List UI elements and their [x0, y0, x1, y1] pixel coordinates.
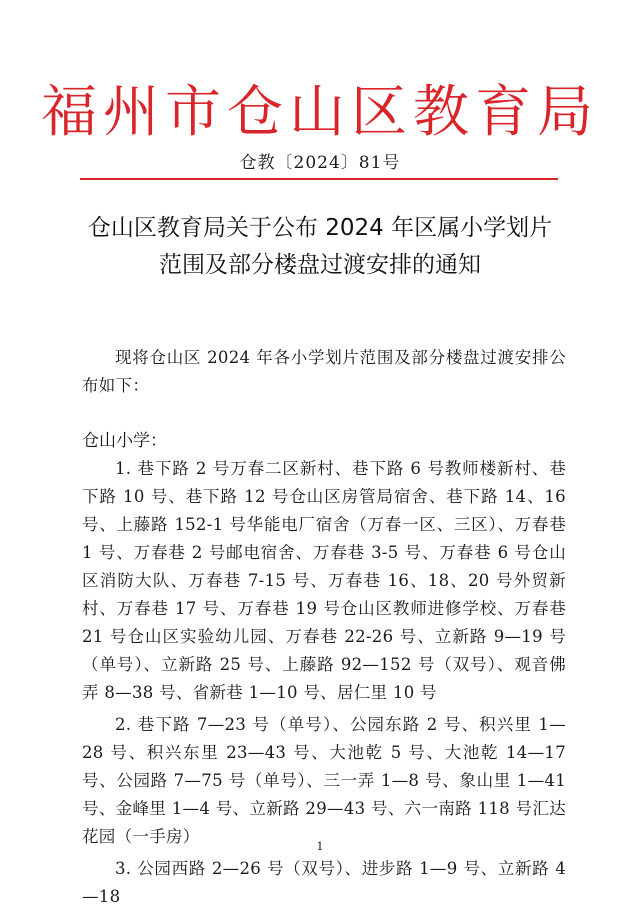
issuing-organization-title: 福州市仓山区教育局 [41, 80, 599, 145]
notice-title-line-2: 范围及部分楼盘过渡安排的通知 [159, 252, 481, 278]
zone-item: 1. 巷下路 2 号万春二区新村、巷下路 6 号教师楼新村、巷下路 10 号、巷下路 12 号仓山区房管局宿舍、巷下路 14、16 号、上藤路 152-1 号华能电厂宿舍（万春一区、三区）、万春巷 1 号、万春巷 2 号邮电宿舍、万春巷 3-5 号、万春巷 6 号仓山区消防大队、万春巷 7-15 号、万春巷 16、18、20 号外贸新村、万春巷 17 号、万春巷 19 号仓山区教师进修学校、万春巷 21 号仓山区实验幼儿园、万春巷 22-26 号、立新路 9—19 号（单号）、立新路 25 号、上藤路 92—152 号（双号）、观音佛弄 8—38 号、省新巷 1—10 号、居仁里 10 号 [82, 459, 566, 702]
notice-title [40, 210, 600, 284]
red-header-rule [80, 178, 558, 180]
notice-title-line-1: 仓山区教育局关于公布 2024 年区属小学划片 [87, 215, 553, 241]
zone-item: 3. 公园西路 2—26 号（双号）、进步路 1—9 号、立新路 4—18 [82, 859, 566, 906]
page-number: 1 [316, 840, 324, 853]
document-number: 仓教〔2024〕81号 [239, 153, 401, 173]
intro-paragraph: 现将仓山区 2024 年各小学划片范围及部分楼盘过渡安排公布如下： [82, 348, 566, 395]
section-heading: 仓山小学： [82, 431, 167, 451]
zone-item: 2. 巷下路 7—23 号（单号）、公园东路 2 号、积兴里 1—28 号、积兴东里 23—43 号、大池乾 5 号、大池乾 14—17 号、公园路 7—75 号（单号）、三一弄 1—8 号、象山里 1—41 号、金峰里 1—4 号、立新路 29—43 号、六一南路 118 号汇达花园（一手房） [82, 715, 566, 846]
